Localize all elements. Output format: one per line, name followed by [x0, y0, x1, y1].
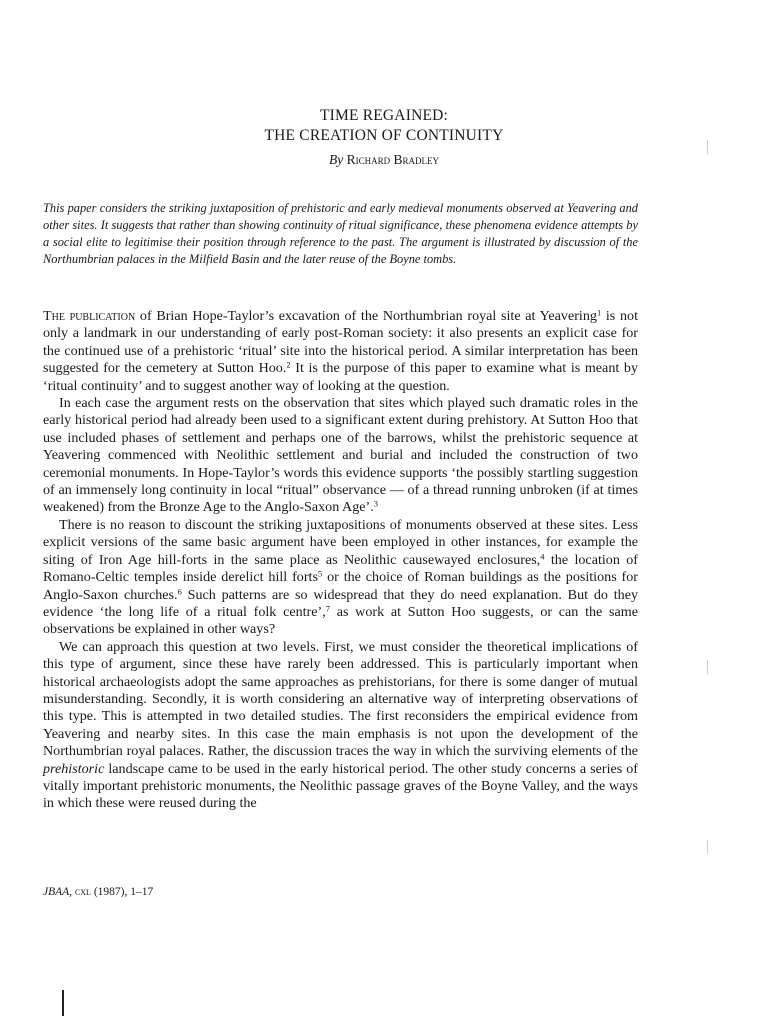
title-line-1: TIME REGAINED: [319, 107, 449, 124]
footnote-ref-3: 3 [373, 498, 378, 509]
text-run: or the choice of Roman buildings as the positions for Anglo-Saxon churches. [43, 569, 638, 603]
title-block [0, 106, 768, 170]
text-run: In each case the argument rests on the observation that sites which played such dramatic roles in the early historical period had already been used to a significant extent during prehistory. At Sutton Hoo that use included phases of settlement and perhaps one of the barrows, whilst the prehistoric sequence at Yeavering commenced with Neolithic settlement and burial and included the construction of two ceremonial monuments. In Hope-Taylor’s words this evidence supports ‘the possibly startling suggestion of an immensely long continuity in local “ritual” observance — of a thread running unbroken (if at times weakened) from the Bronze Age to the Anglo-Saxon Age’. [43, 395, 638, 516]
text-run: of Brian Hope-Taylor’s excavation of the Northumbrian royal site at Yeavering [135, 308, 597, 324]
byline-by: By [328, 152, 344, 167]
paragraph-1 [43, 308, 638, 395]
footnote-ref-5: 5 [317, 568, 323, 579]
text-run: as work at Sutton Hoo suggests, or can the same observations be explained in other ways? [43, 603, 638, 638]
paragraph-lead: The publication [43, 308, 136, 324]
scan-edge-mark [707, 660, 708, 674]
footnote-ref-2: 2 [286, 359, 291, 370]
scan-edge-mark [62, 990, 64, 1016]
text-run: We can approach this question at two levels. First, we must consider the theoretical implications of this type of argument, since these have rarely been addressed. This is particularly important when historical archaeologists adopt the same approaches as prehistorians, for there is some danger of mutual misunderstanding. Secondly, it is worth considering an alternative way of interpreting observations of this type. This is attempted in two detailed studies. The first reconsiders the empirical evidence from Yeavering and nearby sites. In this case the main emphasis is not upon the development of the Northumbrian royal palaces. Rather, the discussion traces the way in which the surviving elements of the [43, 638, 638, 760]
byline [0, 150, 768, 170]
author-name: Richard Bradley [346, 152, 439, 167]
text-run: landscape came to be used in the early historical period. The other study concerns a series of vitally important prehistoric monuments, the Neolithic passage graves of the Boyne Valley, and the ways in which these were reused during the [43, 760, 638, 812]
text-run: the location of Romano-Celtic temples inside derelict hill forts [43, 551, 638, 586]
journal-name: JBAA, [43, 886, 73, 898]
paragraph-4 [43, 639, 638, 813]
scan-edge-mark [707, 140, 708, 154]
paragraph-2 [43, 395, 638, 517]
text-run: is not only a landmark in our understanding of early post-Roman society: it also presents an explicit case for the continued use of a prehistoric ‘ritual’ site into the historical period. A similar interpretation has been suggested for the cemetery at Sutton Hoo. [43, 308, 638, 377]
abstract: This paper considers the striking juxtaposition of prehistoric and early medieval monuments observed at Yeavering and other sites. It suggests that rather than showing continuity of ritual significance, these phenomena evidence attempts by a social elite to legitimise their position through reference to the past. The argument is illustrated by discussion of the Northumbrian palaces in the Milfield Basin and the later reuse of the Boyne tombs. [43, 201, 638, 266]
journal-volume: cxl [74, 886, 91, 898]
footnote-ref-6: 6 [177, 585, 182, 596]
text-run: Such patterns are so widespread that they do need explanation. But do they evidence ‘the long life of a ritual folk centre’, [43, 586, 638, 620]
text-run: There is no reason to discount the striking juxtapositions of monuments observed at these sites. Less explicit versions of the same basic argument have been employed in other instances, for example the siting of Iron Age hill-forts in the same place as Neolithic causewayed enclosures, [43, 516, 638, 568]
scan-edge-mark [707, 840, 708, 854]
footnote-ref-1: 1 [596, 307, 602, 318]
footnote-ref-7: 7 [325, 603, 330, 614]
journal-citation [43, 885, 153, 899]
paragraph-3 [43, 517, 638, 639]
emphasis: prehistoric [43, 760, 105, 777]
journal-year-pages: (1987), 1–17 [90, 886, 154, 898]
title-line-2: THE CREATION OF CONTINUITY [264, 127, 504, 144]
footnote-ref-4: 4 [540, 551, 545, 562]
text-run: It is the purpose of this paper to examine what is meant by ‘ritual continuity’ and to suggest another way of looking at the question. [43, 360, 638, 394]
body-text [43, 308, 638, 813]
